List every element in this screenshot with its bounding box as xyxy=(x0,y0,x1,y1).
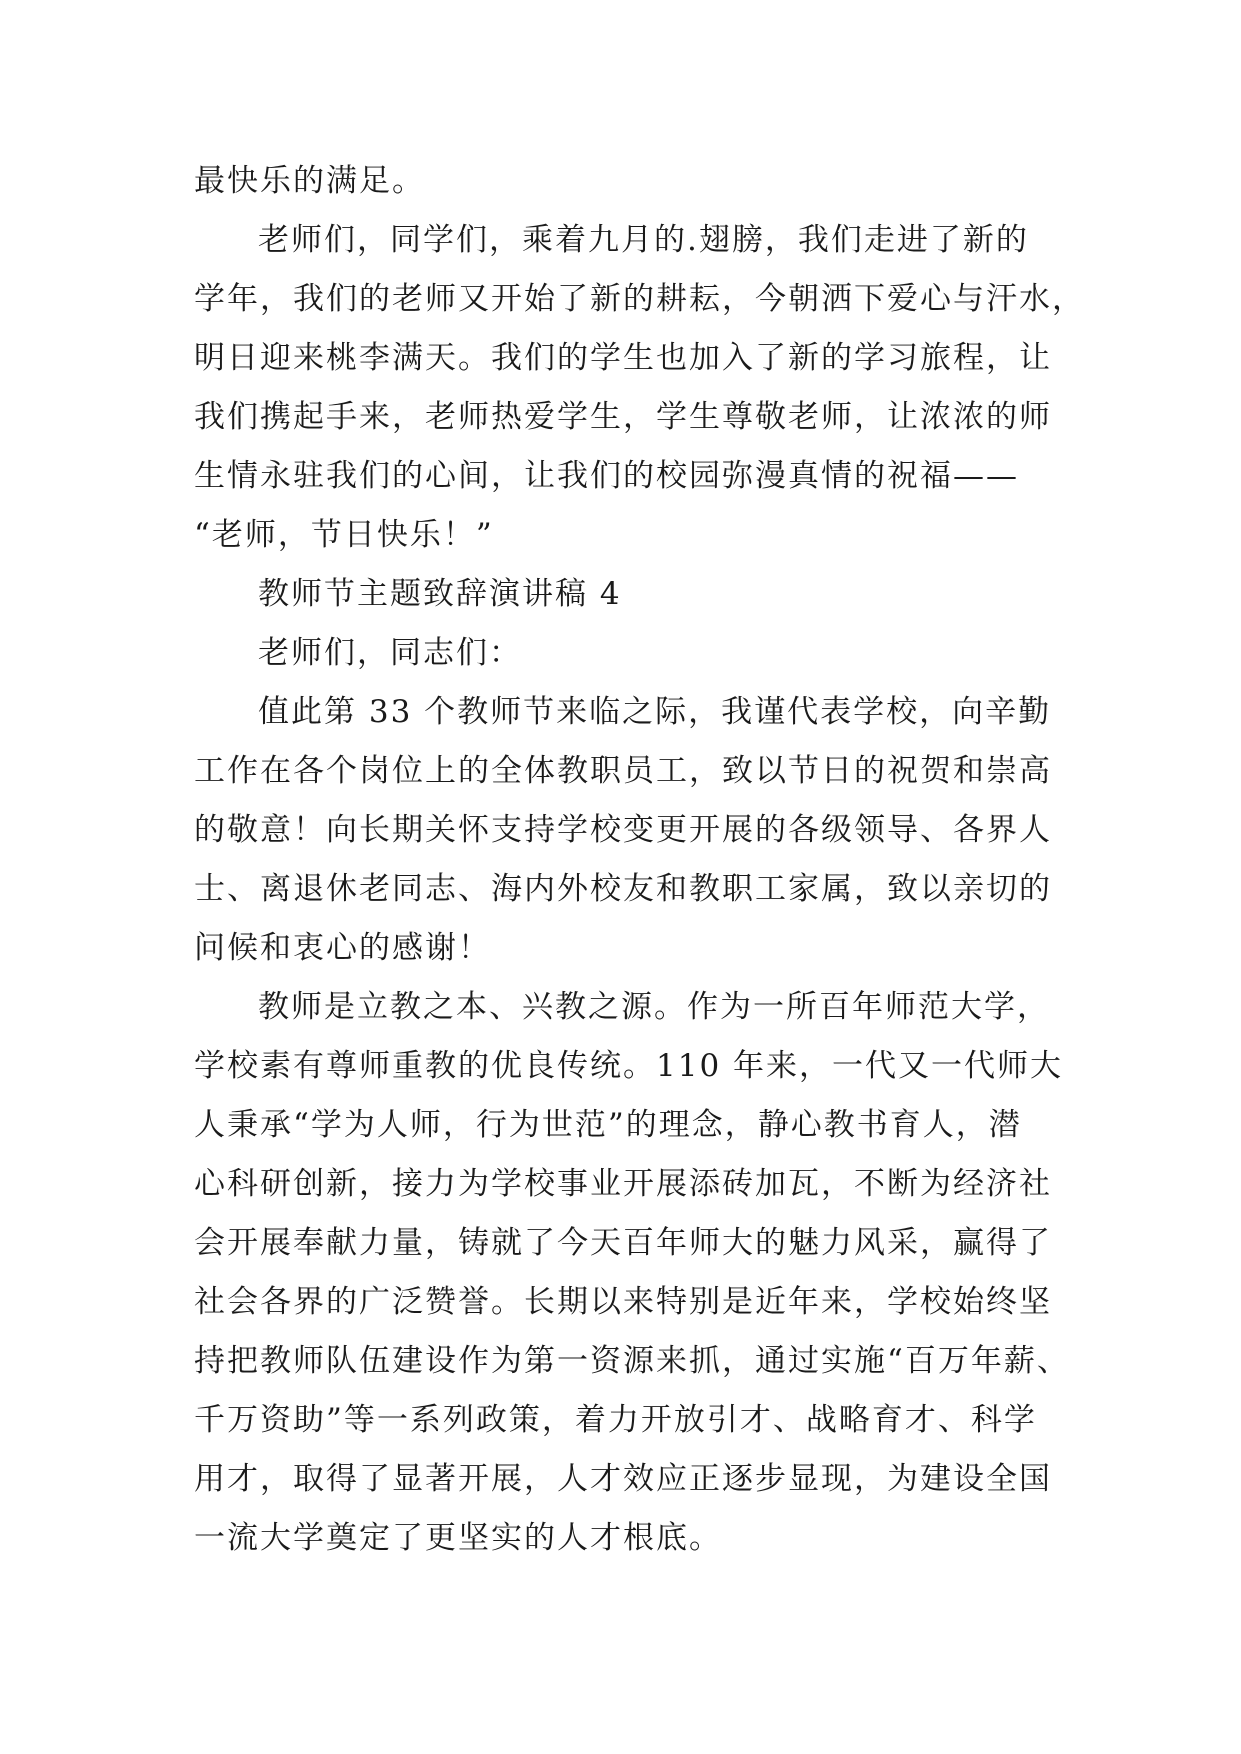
paragraph-start-line: 老师们，同学们，乘着九月的.翅膀，我们走进了新的 xyxy=(258,222,1029,258)
text-line: 生情永驻我们的心间，让我们的校园弥漫真情的祝福—— xyxy=(194,458,1019,494)
text-line: 社会各界的广泛赞誉。长期以来特别是近年来，学校始终坚 xyxy=(194,1284,1052,1320)
text-line: 会开展奉献力量，铸就了今天百年师大的魅力风采，赢得了 xyxy=(194,1225,1052,1261)
text-line: 问候和衷心的感谢！ xyxy=(194,930,491,966)
salutation-line: 老师们，同志们： xyxy=(258,635,522,671)
text-line: 用才，取得了显著开展，人才效应正逐步显现，为建设全国 xyxy=(194,1461,1052,1497)
text-line: 我们携起手来，老师热爱学生，学生尊敬老师，让浓浓的师 xyxy=(194,399,1052,435)
paragraph-start-line: 值此第 33 个教师节来临之际，我谨代表学校，向辛勤 xyxy=(258,694,1052,730)
text-line: 士、离退休老同志、海内外校友和教职工家属，致以亲切的 xyxy=(194,871,1052,907)
section-heading: 教师节主题致辞演讲稿 4 xyxy=(258,576,622,612)
text-line: 心科研创新，接力为学校事业开展添砖加瓦，不断为经济社 xyxy=(194,1166,1052,1202)
text-line: 持把教师队伍建设作为第一资源来抓，通过实施“百万年薪、 xyxy=(194,1343,1070,1379)
text-line: 学年，我们的老师又开始了新的耕耘，今朝洒下爱心与汗水， xyxy=(194,281,1085,317)
text-line: 最快乐的满足。 xyxy=(194,163,425,199)
text-line: 学校素有尊师重教的优良传统。110 年来，一代又一代师大 xyxy=(194,1048,1064,1084)
text-line: 一流大学奠定了更坚实的人才根底。 xyxy=(194,1520,722,1556)
text-line: 人秉承“学为人师，行为世范”的理念，静心教书育人，潜 xyxy=(194,1107,1022,1143)
text-line: 工作在各个岗位上的全体教职员工，致以节日的祝贺和崇高 xyxy=(194,753,1052,789)
text-line: 明日迎来桃李满天。我们的学生也加入了新的学习旅程，让 xyxy=(194,340,1052,376)
text-line: “老师，节日快乐！” xyxy=(194,517,494,553)
text-line: 的敬意！向长期关怀支持学校变更开展的各级领导、各界人 xyxy=(194,812,1052,848)
text-line: 千万资助”等一系列政策，着力开放引才、战略育才、科学 xyxy=(194,1402,1037,1438)
document-body xyxy=(194,152,1085,1568)
paragraph-start-line: 教师是立教之本、兴教之源。作为一所百年师范大学， xyxy=(258,989,1050,1025)
